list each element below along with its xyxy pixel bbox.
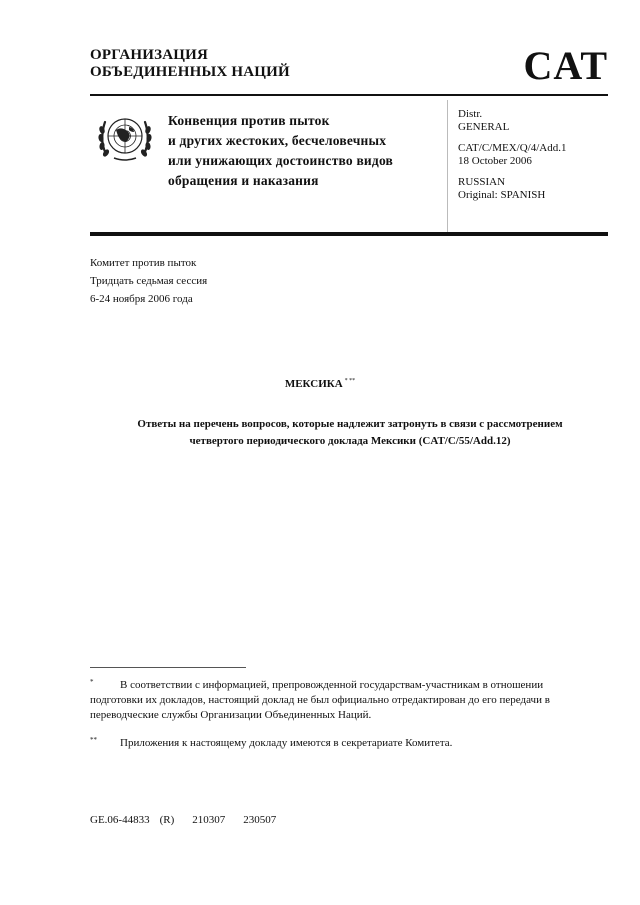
organization-line-2: ОБЪЕДИНЕННЫХ НАЦИЙ xyxy=(90,64,290,80)
committee-dates: 6-24 ноября 2006 года xyxy=(90,293,193,305)
committee-name: Комитет против пыток xyxy=(90,257,197,269)
footnote-2-mark: ** xyxy=(90,736,97,744)
committee-info xyxy=(90,254,207,308)
distr-label: Distr. xyxy=(458,108,483,120)
convention-title xyxy=(168,111,393,191)
header-divider xyxy=(447,100,448,232)
document-subtitle xyxy=(60,416,640,450)
document-symbol-cat: CAT xyxy=(523,43,608,88)
country-name: МЕКСИКА xyxy=(284,378,343,390)
doc-language: RUSSIAN xyxy=(458,176,506,188)
footnote-1-mark: * xyxy=(90,678,94,686)
footnotes xyxy=(90,678,590,751)
organization-line-1: ОРГАНИЗАЦИЯ xyxy=(90,47,209,63)
footnote-marks: * ** xyxy=(344,378,356,384)
doc-date: 18 October 2006 xyxy=(458,155,532,167)
footnote-separator xyxy=(90,667,246,668)
footnote-1 xyxy=(90,678,590,723)
committee-session: Тридцать седьмая сессия xyxy=(90,275,208,287)
original-language: Original: SPANISH xyxy=(458,189,546,201)
subtitle-line-1: Ответы на перечень вопросов, которые надлежит затронуть в связи с рассмотрением xyxy=(137,418,563,430)
distribution-block xyxy=(458,108,566,202)
header-rule xyxy=(90,94,608,96)
subtitle-line-2: четвертого периодического доклада Мексики (CAT/C/55/Add.12) xyxy=(189,435,511,447)
footnote-1-text: В соответствии с информацией, препровожденной государствам-участникам в отношении подготовки их докладов, настоящий доклад не был официально отредактирован до его передачи в переводческие службы Организации Объединенных Наций. xyxy=(90,679,550,721)
convention-line-4: обращения и наказания xyxy=(168,173,319,188)
footnote-2-text: Приложения к настоящему докладу имеются в секретариате Комитета. xyxy=(120,737,453,749)
distr-value: GENERAL xyxy=(458,121,510,133)
language-code: (R) xyxy=(159,814,175,826)
job-number-line xyxy=(90,813,294,827)
country-heading xyxy=(0,378,640,390)
footer-date-2: 230507 xyxy=(243,814,277,826)
footnote-2 xyxy=(90,736,590,751)
doc-symbol: CAT/C/MEX/Q/4/Add.1 xyxy=(458,142,567,154)
convention-line-1: Конвенция против пыток xyxy=(168,113,330,128)
footer-date-1: 210307 xyxy=(192,814,226,826)
convention-line-3: или унижающих достоинство видов xyxy=(168,153,394,168)
convention-line-2: и других жестоких, бесчеловечных xyxy=(168,133,387,148)
organization-name xyxy=(90,47,290,81)
header-bottom-rule xyxy=(90,232,608,236)
un-emblem-icon xyxy=(96,110,154,164)
job-number: GE.06-44833 xyxy=(90,814,150,826)
